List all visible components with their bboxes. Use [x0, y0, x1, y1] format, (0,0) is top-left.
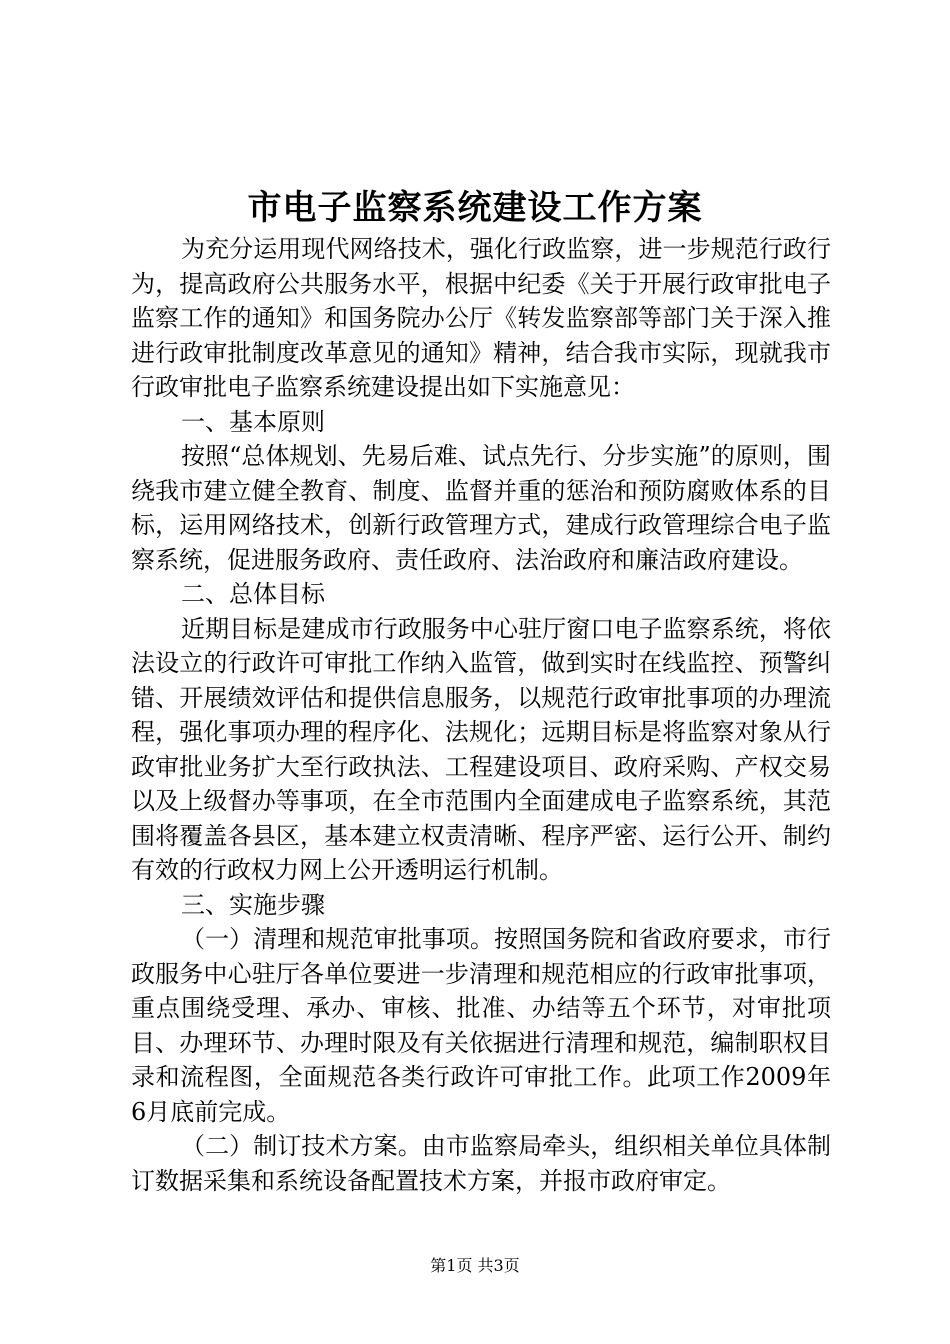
goals-paragraph: 近期目标是建成市行政服务中心驻厅窗口电子监察系统，将依法设立的行政许可审批工作纳入监管，做到实时在线监控、预警纠错、开展绩效评估和提供信息服务，以规范行政审批事项的办理流程，强化事项办理的程序化、法规化；远期目标是将监察对象从行政审批业务扩大至行政执法、工程建设项目、政府采购、产权交易以及上级督办等事项，在全市范围内全面建成电子监察系统，其范围将覆盖各县区，基本建立权责清晰、程序严密、运行公开、制约有效的行政权力网上公开透明运行机制。	[131, 614, 831, 884]
step-one-paragraph: （一）清理和规范审批事项。按照国务院和省政府要求，市行政服务中心驻厅各单位要进一步清理和规范相应的行政审批事项，重点围绕受理、承办、审核、批准、办结等五个环节，对审批项目、办理环节、办理时限及有关依据进行清理和规范，编制职权目录和流程图，全面规范各类行政许可审批工作。此项工作2009年6月底前完成。	[131, 925, 831, 1126]
intro-paragraph: 为充分运用现代网络技术，强化行政监察，进一步规范行政行为，提高政府公共服务水平，根据中纪委《关于开展行政审批电子监察工作的通知》和国务院办公厅《转发监察部等部门关于深入推进行政审批制度改革意见的通知》精神，结合我市实际，现就我市行政审批电子监察系统建设提出如下实施意见：	[131, 235, 831, 401]
page-footer: 第1页 共3页	[430, 1256, 520, 1275]
document-body	[131, 232, 831, 1198]
principles-paragraph: 按照“总体规划、先易后难、试点先行、分步实施”的原则，围绕我市建立健全教育、制度、监督并重的惩治和预防腐败体系的目标，运用网络技术，创新行政管理方式，建成行政管理综合电子监察系统，促进服务政府、责任政府、法治政府和廉洁政府建设。	[131, 442, 831, 574]
document-title: 市电子监察系统建设工作方案	[247, 188, 703, 228]
step-two-paragraph: （二）制订技术方案。由市监察局牵头，组织相关单位具体制订数据采集和系统设备配置技术方案，并报市政府审定。	[131, 1132, 831, 1195]
section-heading-principles: 一、基本原则	[181, 407, 325, 436]
section-heading-goals: 二、总体目标	[181, 580, 325, 608]
section-heading-steps: 三、实施步骤	[181, 890, 325, 919]
